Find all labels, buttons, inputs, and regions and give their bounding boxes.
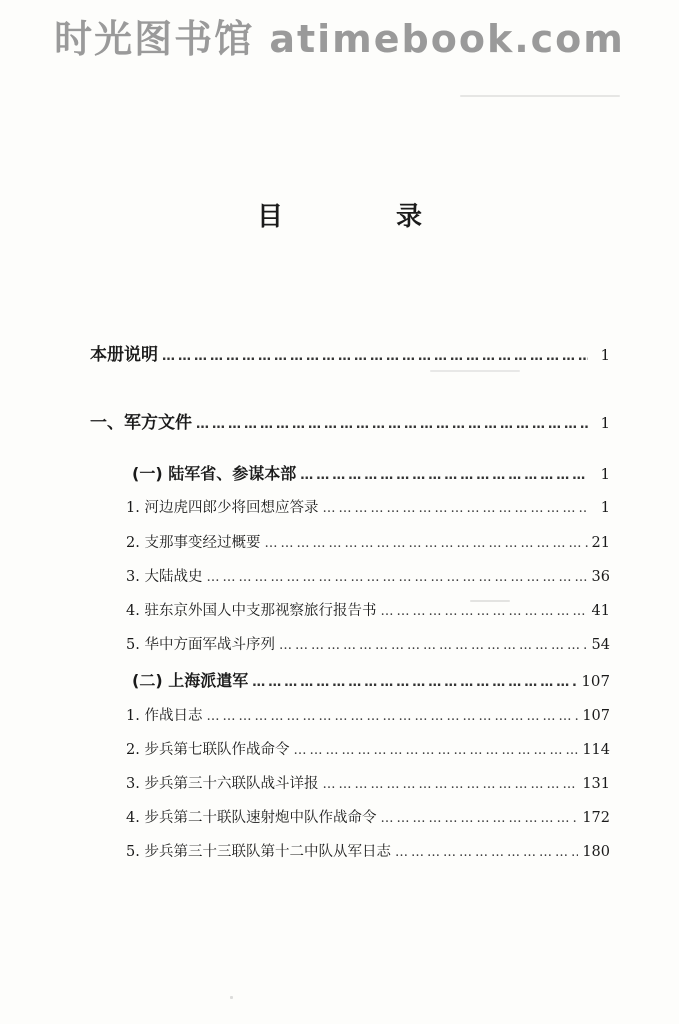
toc-page-number: 1 — [600, 346, 610, 364]
toc-page-number: 172 — [582, 810, 610, 826]
toc-entry-label: 4. 驻东京外国人中支那视察旅行报告书 — [126, 603, 377, 619]
toc-entry-item[interactable] — [126, 599, 610, 620]
toc-entry-label: 5. 华中方面军战斗序列 — [126, 637, 275, 653]
toc-entry-label: 本册说明 — [90, 345, 158, 365]
toc-page-number: 107 — [582, 708, 610, 724]
toc-entry-label: 5. 步兵第三十三联队第十二中队从军日志 — [126, 844, 391, 860]
toc-entry-label: 1. 作战日志 — [126, 708, 203, 724]
toc-entry-label: 2. 支那事变经过概要 — [126, 535, 261, 551]
toc-entry-label: (一) 陆军省、参谋本部 — [132, 464, 297, 483]
leader-dots — [196, 417, 588, 432]
toc-page-number: 1 — [600, 500, 610, 516]
toc-page-number: 54 — [591, 637, 610, 653]
toc-page-number: 131 — [582, 776, 610, 792]
leader-dots — [206, 570, 587, 585]
leader-dots — [322, 501, 588, 516]
toc-entry-item[interactable] — [126, 840, 610, 861]
toc-entry-section1[interactable] — [132, 461, 610, 484]
scan-noise — [230, 996, 233, 999]
leader-dots — [162, 349, 588, 364]
toc-entry-preface[interactable] — [90, 340, 610, 365]
toc-entry-item[interactable] — [126, 772, 610, 793]
toc-entry-label: 2. 步兵第七联队作战命令 — [126, 742, 290, 758]
leader-dots — [380, 811, 578, 826]
toc-entry-item[interactable] — [126, 633, 610, 654]
toc-entry-item[interactable] — [126, 565, 610, 586]
toc-entry-item[interactable] — [126, 496, 610, 517]
toc-entry-label: 3. 步兵第三十六联队战斗详报 — [126, 776, 319, 792]
leader-dots — [380, 604, 587, 619]
toc-entry-part1[interactable] — [90, 408, 610, 433]
leader-dots — [395, 845, 578, 860]
toc-entry-label: (二) 上海派遣军 — [132, 671, 249, 690]
watermark-text: 时光图书馆 atimebook.com — [54, 17, 625, 61]
toc-page-number: 36 — [591, 569, 610, 585]
leader-dots — [293, 743, 578, 758]
toc-entry-label: 4. 步兵第二十联队速射炮中队作战命令 — [126, 810, 377, 826]
toc-entry-item[interactable] — [126, 806, 610, 827]
toc-page-number: 114 — [582, 742, 610, 758]
toc-page-number: 1 — [600, 414, 610, 432]
toc-entry-item[interactable] — [126, 738, 610, 759]
leader-dots — [252, 675, 577, 690]
leader-dots — [300, 468, 588, 483]
toc-entry-label: 一、军方文件 — [90, 413, 192, 433]
toc-entry-item[interactable] — [126, 531, 610, 552]
toc-page-number: 21 — [591, 535, 610, 551]
toc-entry-label: 1. 河边虎四郎少将回想应答录 — [126, 500, 319, 516]
toc-page-number: 107 — [581, 672, 610, 690]
toc-entry-label: 3. 大陆战史 — [126, 569, 203, 585]
toc-page-number: 41 — [591, 603, 610, 619]
scan-noise — [430, 370, 520, 372]
scan-noise — [460, 95, 620, 97]
page-title: 目 录 — [256, 202, 475, 232]
scan-noise — [470, 600, 510, 602]
leader-dots — [279, 638, 588, 653]
toc-page-number: 1 — [600, 465, 610, 483]
toc-entry-item[interactable] — [126, 704, 610, 725]
toc-page-number: 180 — [582, 844, 610, 860]
leader-dots — [206, 709, 578, 724]
leader-dots — [264, 536, 587, 551]
toc-entry-section2[interactable] — [132, 668, 610, 691]
leader-dots — [322, 777, 578, 792]
